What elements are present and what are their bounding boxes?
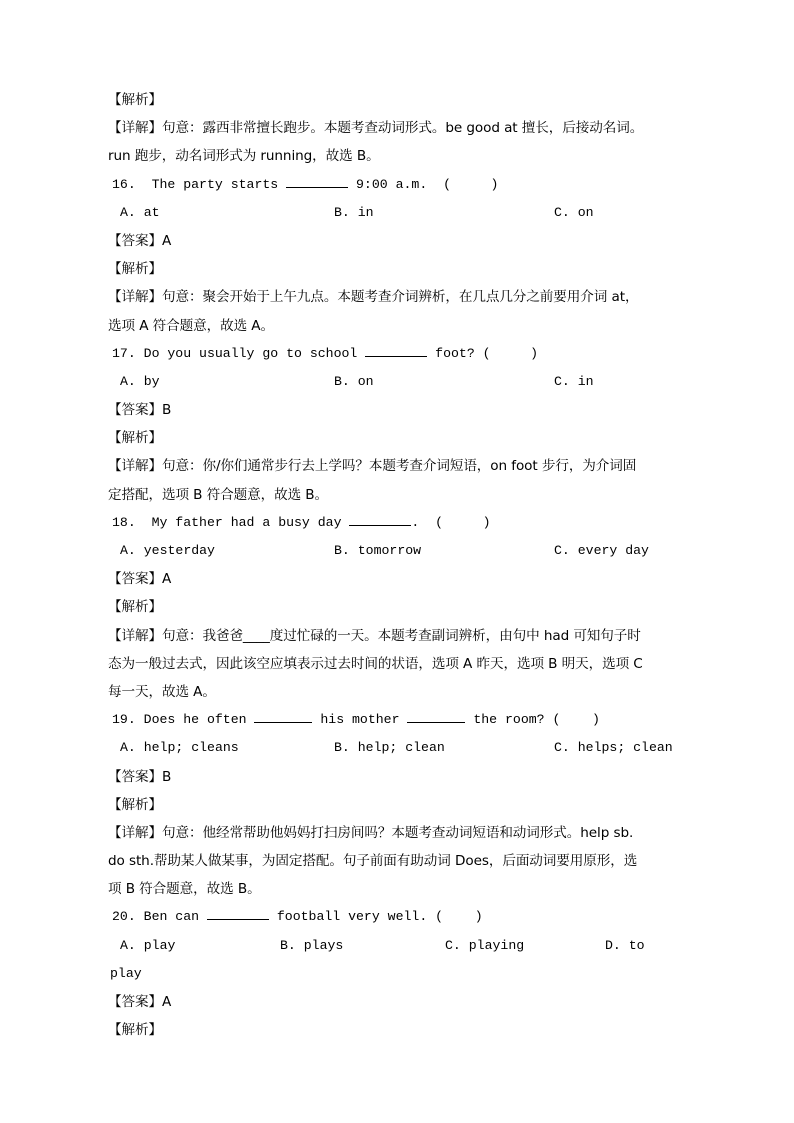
question-stem-19: [112, 706, 686, 734]
options-row-18: [110, 537, 686, 565]
option-text: tomorrow: [357, 543, 422, 558]
option-letter: A.: [120, 543, 136, 558]
detail-line: run 跑步，动名词形式为 running，故选 B。: [108, 148, 380, 165]
option-a-16[interactable]: [120, 199, 160, 227]
option-b-17[interactable]: [334, 368, 374, 396]
stem-text-middle: his mother: [312, 712, 408, 728]
answer-line-16: 【答案】A: [108, 232, 172, 249]
option-letter: A.: [120, 373, 136, 389]
analysis-header: 【解析】: [108, 796, 162, 813]
option-letter: B.: [334, 740, 350, 756]
answer-blank: [286, 187, 348, 188]
answer-line-20: 【答案】A: [108, 994, 172, 1010]
option-letter: A.: [120, 740, 136, 756]
option-a-19[interactable]: [120, 734, 239, 762]
option-letter: B.: [334, 543, 350, 558]
stem-text-before: 17. Do you usually go to school: [112, 345, 366, 361]
option-letter: A.: [120, 204, 136, 220]
question-stem-17: [112, 340, 686, 368]
option-letter: C.: [445, 937, 461, 953]
stem-text-before: 19. Does he often: [112, 712, 255, 728]
detail-line: 【详解】句意：聚会开始于上午九点。本题考查介词辨析，在几点几分之前要用介词 at，: [108, 289, 639, 306]
analysis-header: 【解析】: [108, 261, 162, 278]
option-b-20[interactable]: [280, 932, 343, 960]
detail-line: 【详解】句意：我爸爸____度过忙碌的一天。本题考查副词辨析，由句中 had 可知句子时: [108, 627, 641, 644]
answer-blank: [254, 722, 312, 723]
options-row-19: [110, 734, 686, 762]
question-stem-18: [112, 509, 686, 537]
detail-line: 【详解】句意：他经常帮助他妈妈打扫房间吗？本题考查动词短语和动词形式。help sb.: [108, 824, 634, 841]
analysis-header: 【解析】: [108, 92, 162, 108]
answer-blank: [365, 356, 427, 357]
option-text: at: [143, 204, 160, 220]
option-text: help; clean: [357, 740, 445, 756]
option-a-17[interactable]: [120, 368, 160, 396]
stem-text-before: 20. Ben can: [112, 909, 207, 925]
option-letter: B.: [280, 937, 296, 953]
question-stem-20: [112, 903, 686, 931]
stem-text-after: foot? ( ): [427, 345, 539, 361]
option-a-18[interactable]: [120, 537, 215, 565]
option-letter: A.: [120, 937, 136, 953]
option-letter: D.: [605, 937, 621, 953]
option-letter: C.: [554, 740, 570, 756]
option-letter: B.: [334, 373, 350, 389]
stem-text-after: the room? ( ): [465, 712, 600, 728]
option-text: by: [143, 373, 160, 389]
options-row-16: [110, 199, 686, 227]
option-text: play: [143, 937, 176, 953]
document-body: [110, 86, 686, 1044]
answer-blank: [207, 919, 269, 920]
stem-text-after: . ( ): [411, 514, 491, 530]
option-c-19[interactable]: [554, 734, 673, 762]
option-c-17[interactable]: [554, 368, 594, 396]
answer-line-19: 【答案】B: [108, 768, 172, 785]
option-text: on: [357, 373, 374, 389]
option-text: to: [628, 937, 645, 953]
option-c-16[interactable]: [554, 199, 594, 227]
option-d-overflow-20: play: [110, 965, 142, 981]
option-letter: C.: [554, 204, 570, 220]
option-b-18[interactable]: [334, 537, 421, 565]
option-text: in: [577, 373, 594, 389]
stem-text-before: 16. The party starts: [112, 176, 287, 192]
detail-line: 【详解】句意：你/你们通常步行去上学吗？本题考查介词短语，on foot 步行，为介词固: [108, 458, 637, 475]
option-b-16[interactable]: [334, 199, 374, 227]
option-c-20[interactable]: [445, 932, 524, 960]
option-a-20[interactable]: [120, 932, 175, 960]
question-stem-16: [112, 171, 686, 199]
detail-line: do sth.帮助某人做某事，为固定搭配。句子前面有助动词 Does，后面动词要用原形，选: [108, 853, 638, 870]
option-text: help; cleans: [143, 740, 239, 756]
detail-line: 项 B 符合题意，故选 B。: [108, 881, 261, 898]
options-row-17: [110, 368, 686, 396]
stem-text-after: football very well. ( ): [268, 909, 483, 925]
detail-line: 态为一般过去式，因此该空应填表示过去时间的状语，选项 A 昨天，选项 B 明天，选项 C: [108, 655, 643, 672]
analysis-header: 【解析】: [108, 1022, 162, 1039]
stem-text-after: 9:00 a.m. ( ): [348, 176, 499, 192]
option-text: helps; clean: [577, 740, 673, 756]
option-letter: B.: [334, 204, 350, 220]
stem-text-before: 18. My father had a busy day: [112, 514, 350, 530]
detail-line: 【详解】句意：露西非常擅长跑步。本题考查动词形式。be good at 擅长，后接动名词。: [108, 120, 644, 137]
option-letter: C.: [554, 373, 570, 389]
detail-line: 定搭配，选项 B 符合题意，故选 B。: [108, 486, 329, 503]
option-text: on: [577, 204, 594, 220]
answer-line-18: 【答案】A: [108, 571, 172, 588]
answer-blank: [407, 722, 465, 723]
option-letter: C.: [554, 543, 570, 558]
option-text: every day: [577, 543, 649, 558]
option-d-20[interactable]: [605, 932, 645, 960]
answer-blank: [349, 525, 411, 526]
option-b-19[interactable]: [334, 734, 445, 762]
option-c-18[interactable]: [554, 537, 649, 565]
answer-line-17: 【答案】B: [108, 402, 172, 419]
options-row-20: [110, 932, 686, 960]
option-text: plays: [303, 937, 344, 953]
option-text: playing: [468, 937, 525, 953]
detail-line: 选项 A 符合题意，故选 A。: [108, 317, 274, 334]
option-text: in: [357, 204, 374, 220]
detail-line: 每一天，故选 A。: [108, 683, 216, 700]
analysis-header: 【解析】: [108, 430, 162, 447]
analysis-header: 【解析】: [108, 599, 162, 616]
option-text: yesterday: [143, 543, 215, 558]
